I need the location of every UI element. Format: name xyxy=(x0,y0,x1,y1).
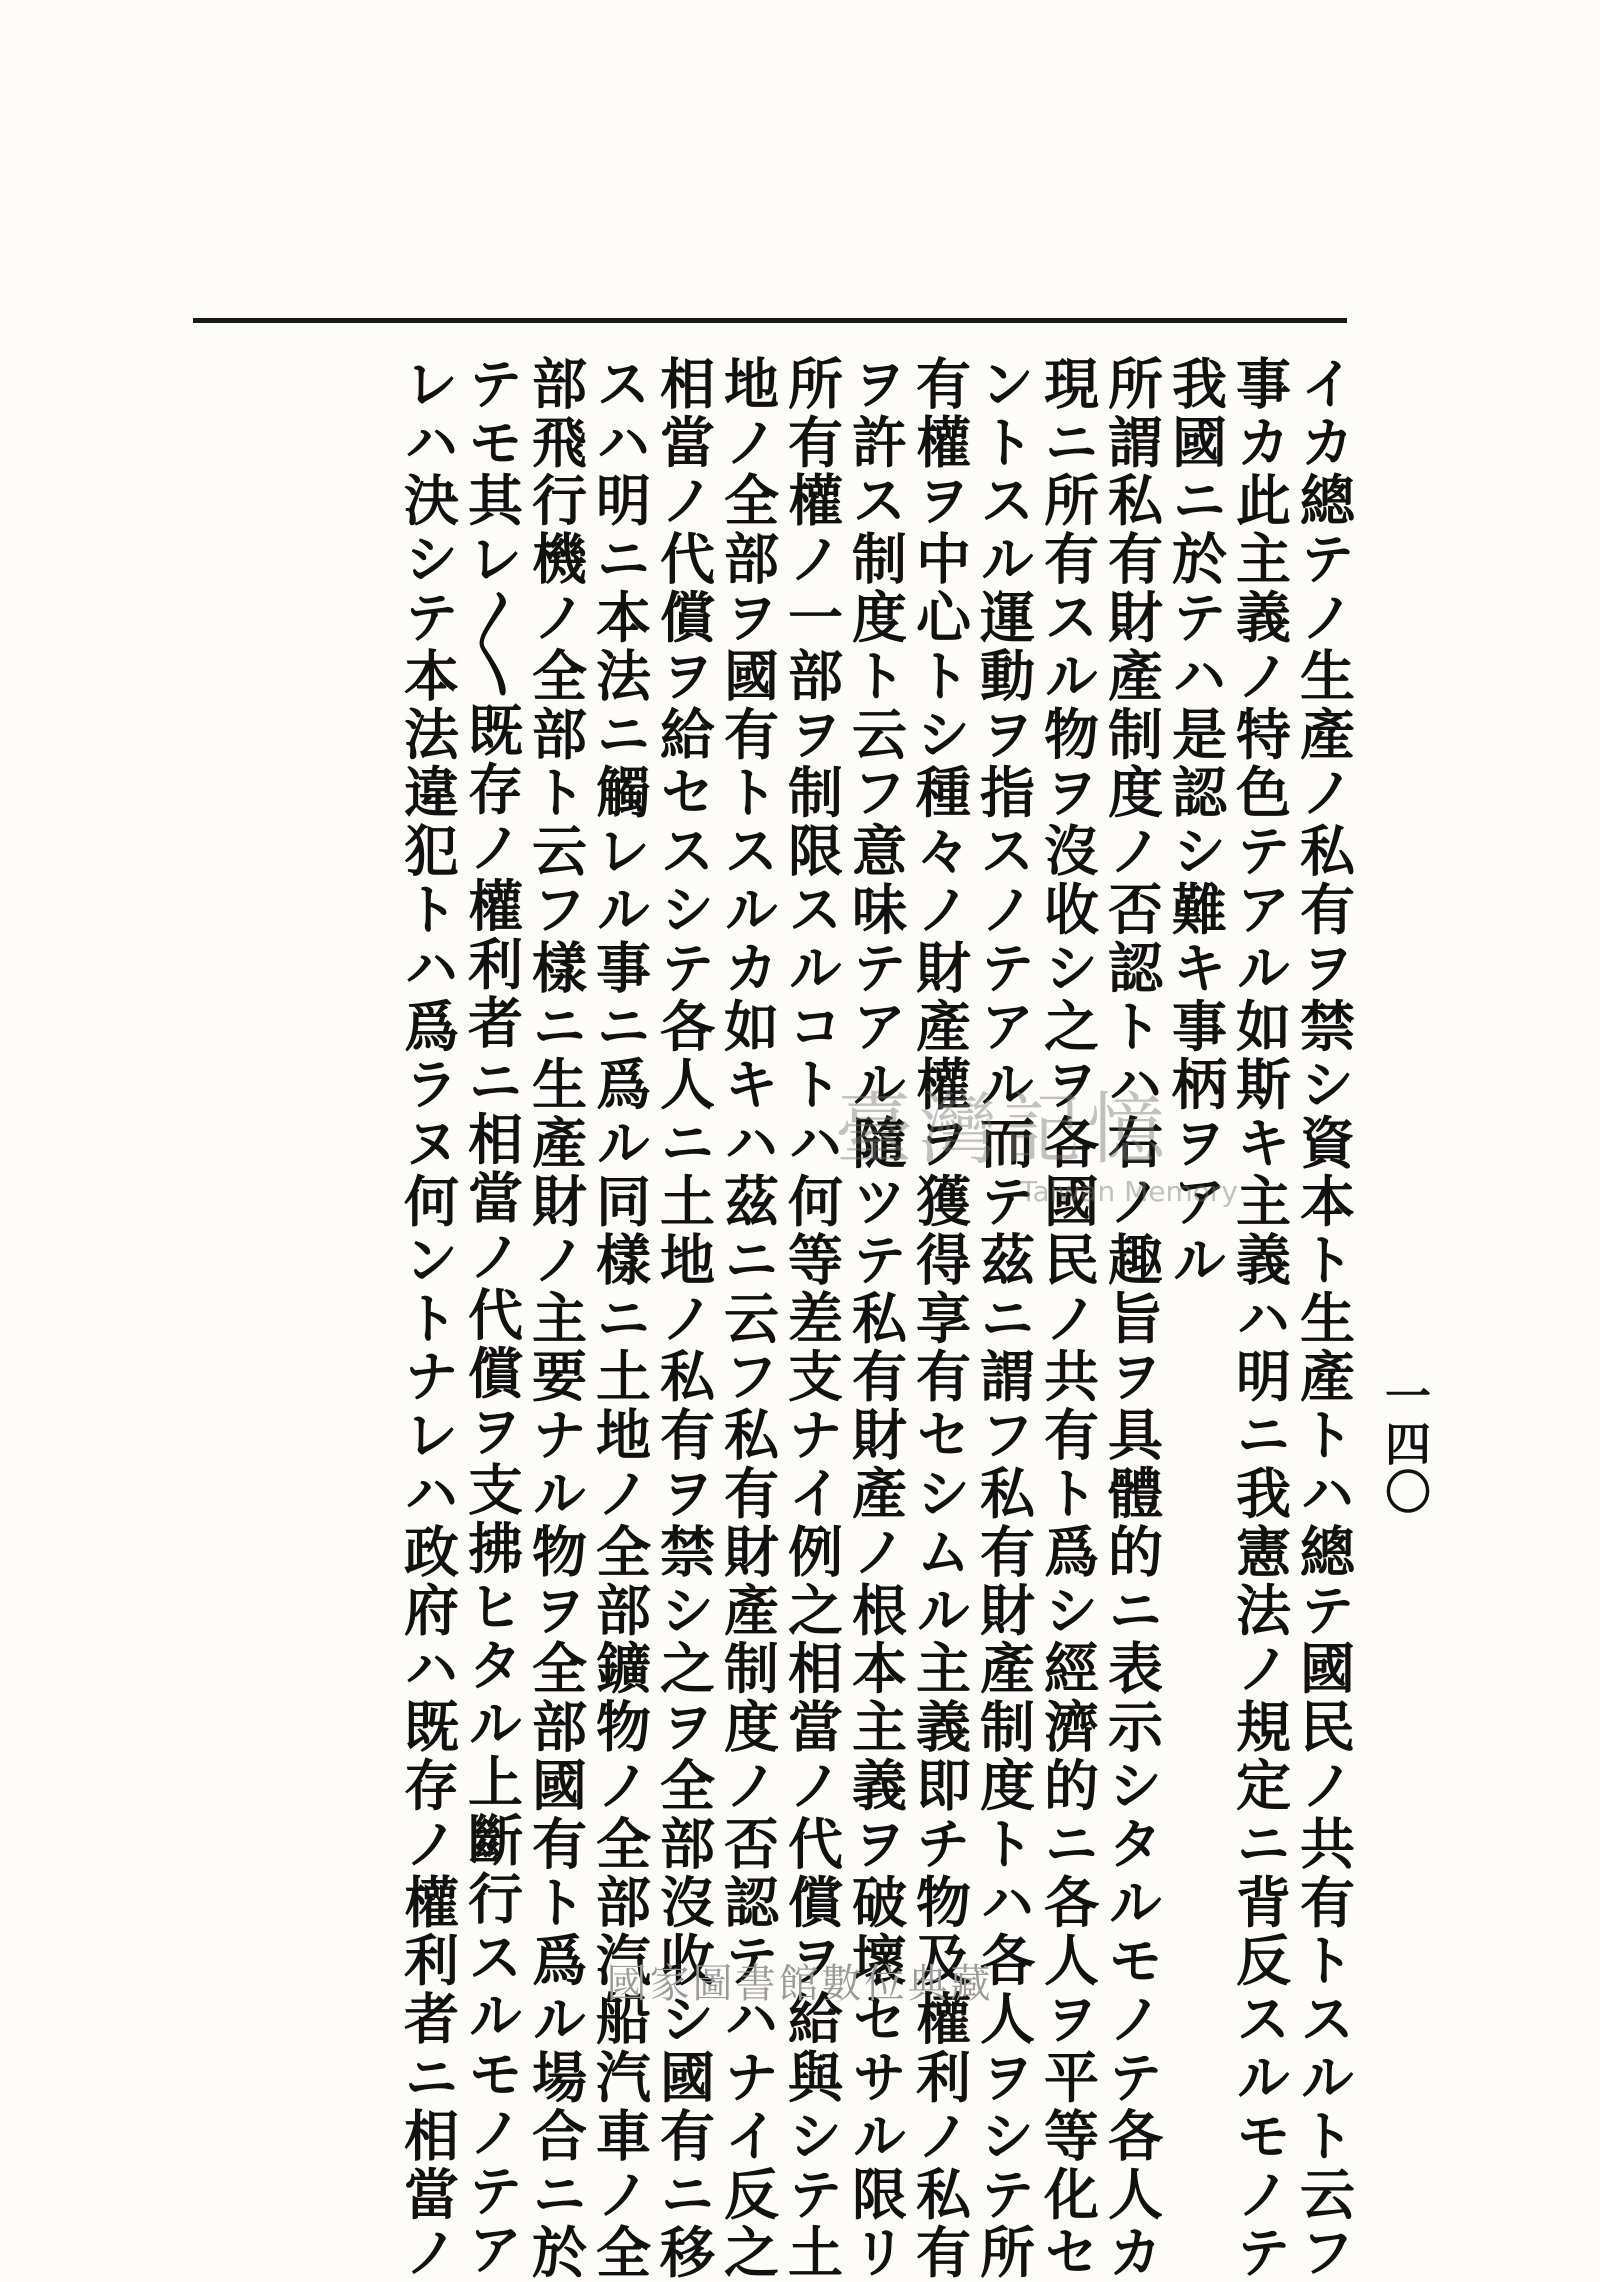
text-column: レハ決シテ本法違犯トハ爲ラヌ何ントナレハ政府ハ既存ノ權利者ニ相當ノ xyxy=(395,355,460,2282)
text-column: スハ明ニ本法ニ觸レル事ニ爲ル同樣ニ土地ノ全部鑛物ノ全部汽船汽車ノ全 xyxy=(587,355,652,2282)
text-column: ヲ許ス制度ト云フ意味テアル隨ツテ私有財產ノ根本主義ヲ破壞セサル限リ xyxy=(843,355,908,2282)
top-rule xyxy=(193,318,1347,323)
text-column: 所謂私有財產制度ノ否認トハ右ノ趣旨ヲ具體的ニ表示シタルモノテ各人カ xyxy=(1099,355,1164,2282)
text-column: 部飛行機ノ全部ト云フ樣ニ生產財ノ主要ナル物ヲ全部國有ト爲ル場合ニ於 xyxy=(523,355,588,2282)
text-column: イカ總テノ生產ノ私有ヲ禁シ資本ト生產トハ總テ國民ノ共有トスルト云フ xyxy=(1291,355,1356,2282)
text-column: 地ノ全部ヲ國有トスルカ如キハ茲ニ云フ私有財產制度ノ否認テハナイ反之 xyxy=(715,355,780,2282)
page-number: 一四〇 xyxy=(1378,1372,1432,1516)
text-column: 所有權ノ一部ヲ制限スルコトハ何等差支ナイ例之相當ノ代償ヲ給與シテ土 xyxy=(779,355,844,2282)
footer-credit: 國家圖書館數位典藏 xyxy=(606,1961,994,2007)
text-column: 事カ此主義ノ特色テアル如斯キ主義ハ明ニ我憲法ノ規定ニ背反スルモノテ xyxy=(1227,355,1292,2282)
text-column: 我國ニ於テハ是認シ難キ事柄ヲアル xyxy=(1163,355,1228,1290)
text-column: 現ニ所有スル物ヲ沒收シ之ヲ各國民ノ共有ト爲シ經濟的ニ各人ヲ平等化セ xyxy=(1035,355,1100,2282)
watermark-caption: Taiwan Memory xyxy=(1020,1175,1238,1208)
text-column: ントスル運動ヲ指スノテアル而テ茲ニ謂フ私有財產制度トハ各人ヲシテ所 xyxy=(971,355,1036,2282)
watermark xyxy=(835,1085,1238,1208)
text-column: 相當ノ代償ヲ給セスシテ各人ニ土地ノ私有ヲ禁シ之ヲ全部沒收シ國有ニ移 xyxy=(651,355,716,2282)
text-column: 有權ヲ中心トシ種々ノ財產權ヲ獲得享有セシムル主義即チ物及權利ノ私有 xyxy=(907,355,972,2282)
watermark-logo: 臺灣記憶 xyxy=(835,1085,1172,1175)
text-column: テモ其レ〳〵既存ノ權利者ニ相當ノ代償ヲ支拂ヒタル上斷行スルモノテア xyxy=(459,355,524,2279)
